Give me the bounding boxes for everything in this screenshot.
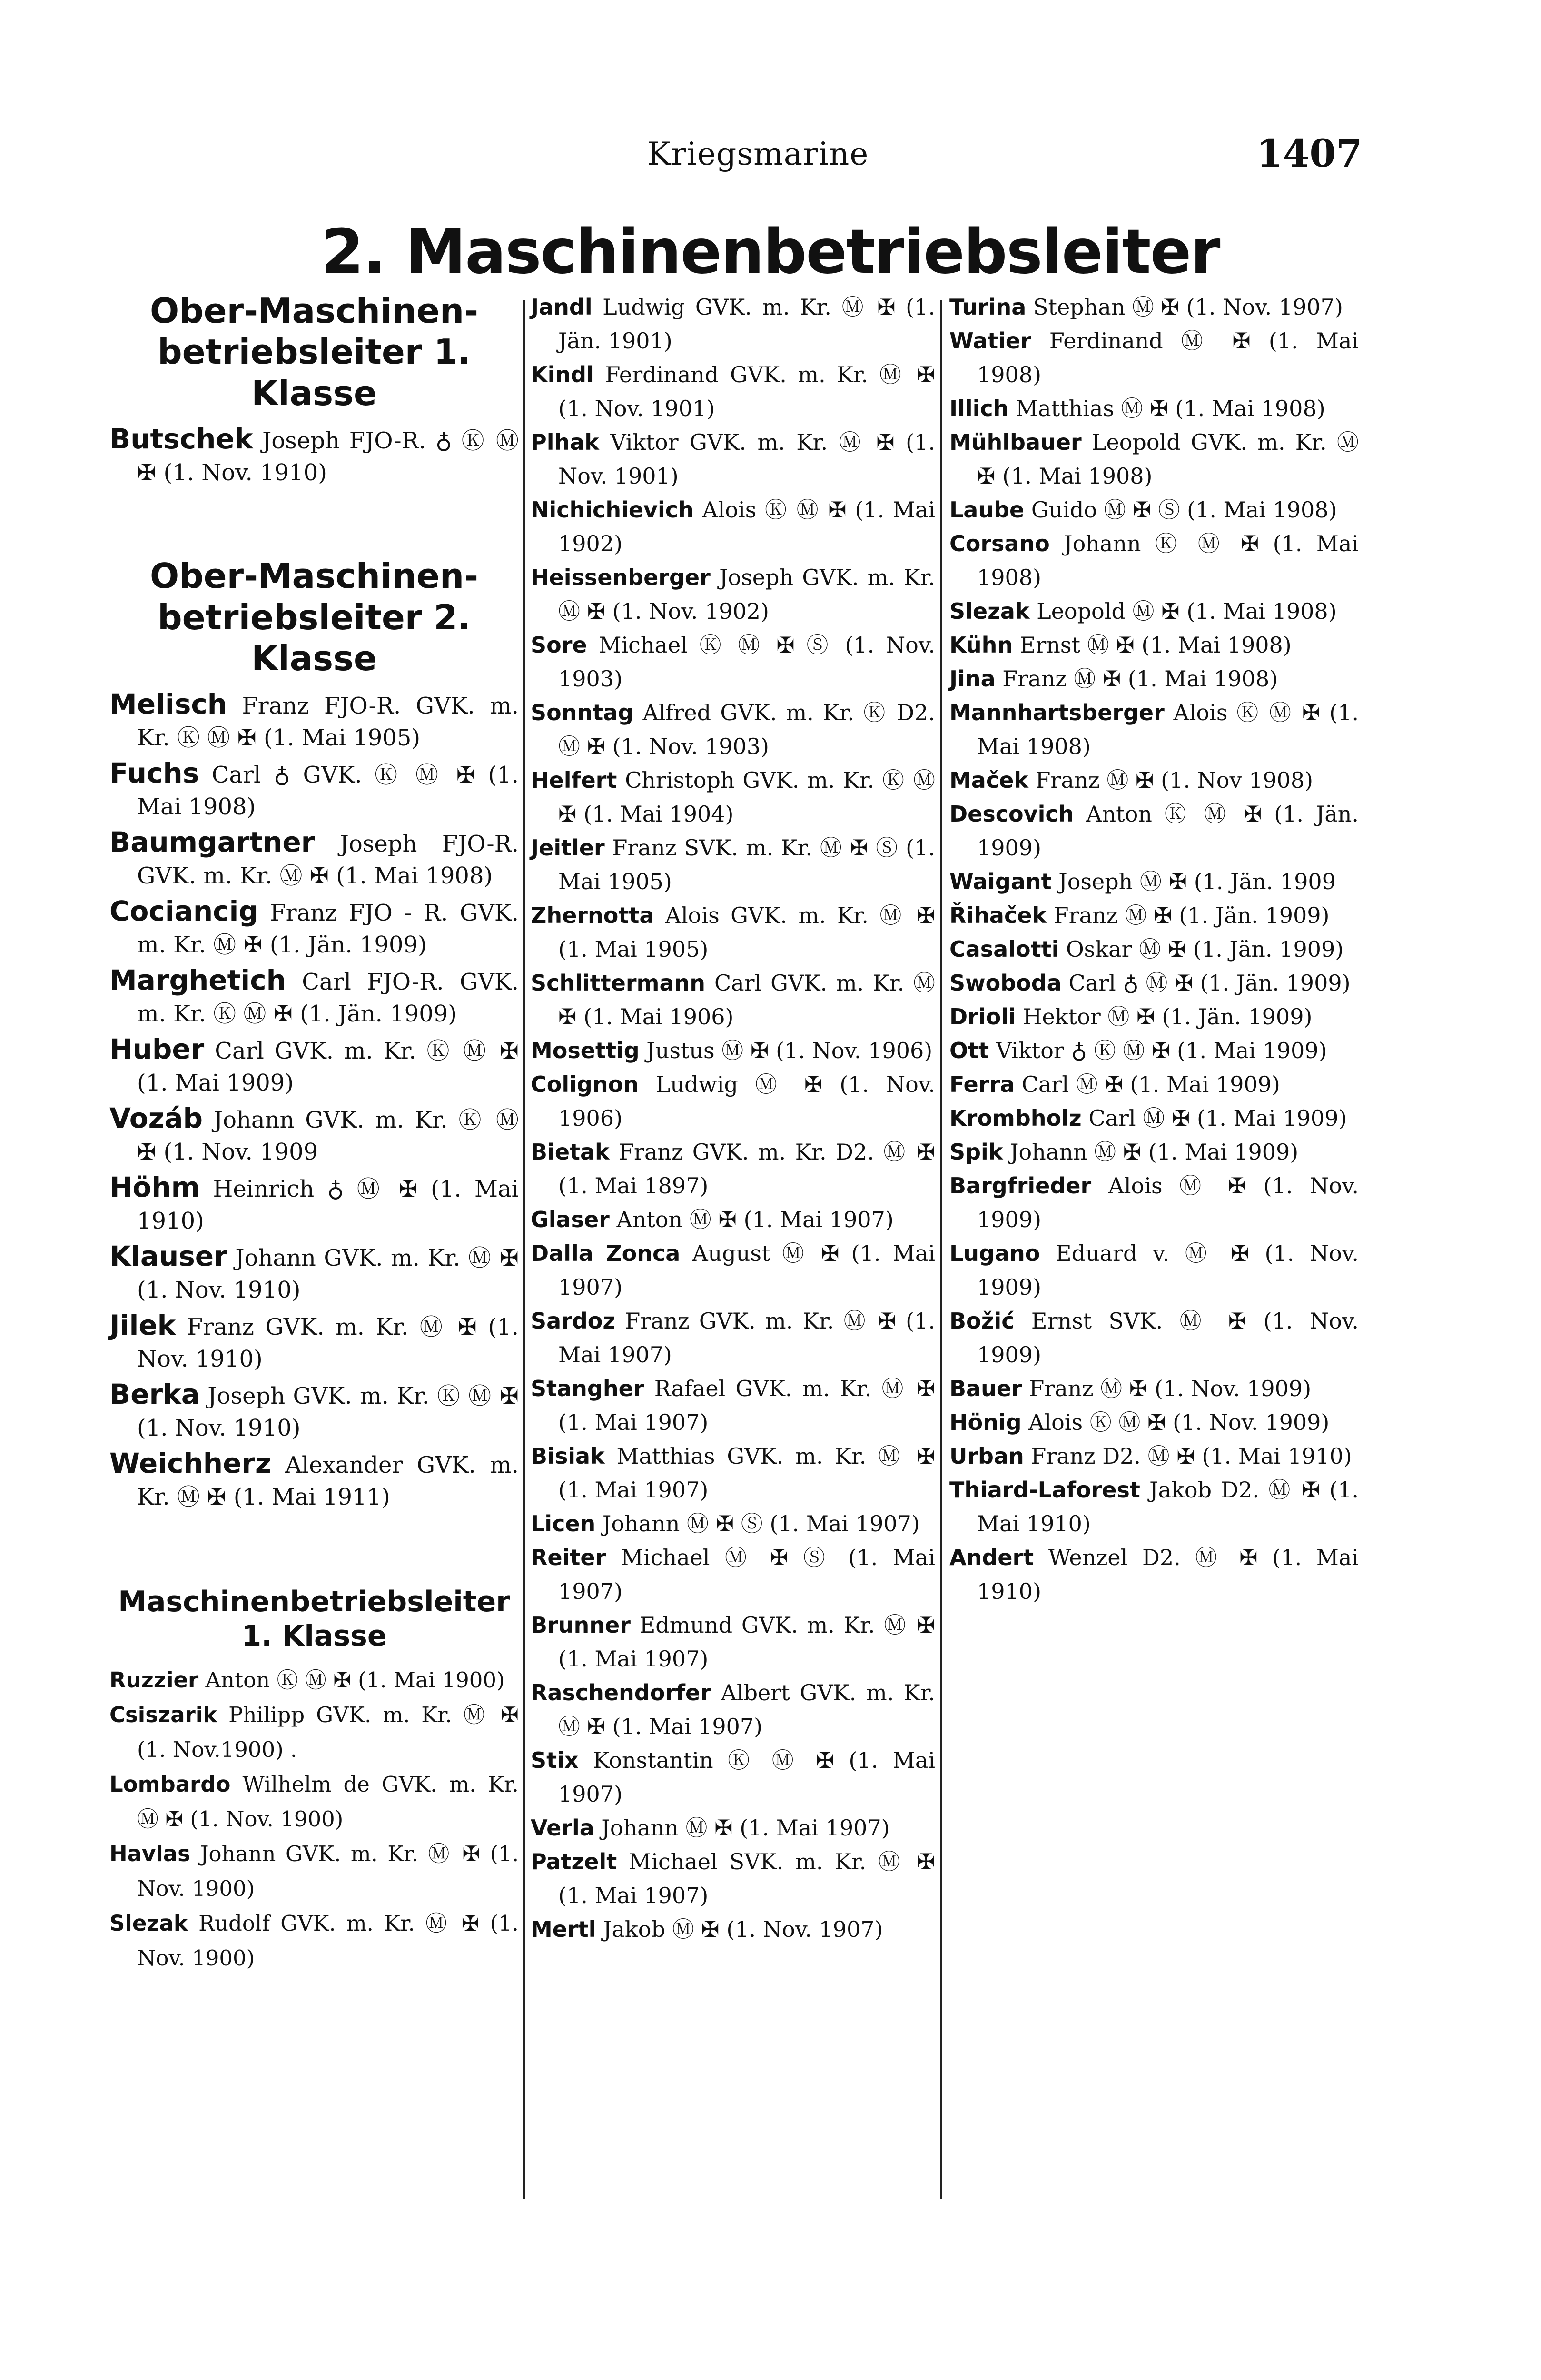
list-item [949, 1406, 1359, 1439]
list-item [531, 1811, 935, 1845]
entry-text: Edmund GVK. m. Kr. Ⓜ ✠ (1. Mai 1907) [558, 1612, 935, 1672]
entry-name: Licen [531, 1511, 596, 1537]
entry-text: Franz Ⓜ ✠ (1. Jän. 1909) [1053, 902, 1330, 928]
list-item [949, 1101, 1359, 1135]
entry-text: Anton Ⓚ Ⓜ ✠ (1. Jän. 1909) [977, 801, 1359, 861]
entry-text: Alfred GVK. m. Kr. Ⓚ D2. Ⓜ ✠ (1. Nov. 1903) [558, 700, 935, 759]
list-item [531, 426, 935, 493]
list-item [109, 1836, 519, 1906]
entry-list [109, 1663, 519, 1975]
entry-name: Raschendorfer [531, 1680, 711, 1706]
list-item [949, 426, 1359, 493]
list-item [109, 895, 519, 961]
entry-text: Carl FJO-R. GVK. m. Kr. Ⓚ Ⓜ ✠ (1. Jän. 1909) [137, 969, 519, 1028]
list-item [531, 1507, 935, 1541]
list-item [531, 1237, 935, 1304]
entry-text: Eduard v. Ⓜ ✠ (1. Nov. 1909) [977, 1240, 1359, 1300]
entry-name: Sardoz [531, 1308, 616, 1334]
list-item [109, 1102, 519, 1168]
entry-text: Ferdinand Ⓜ ✠ (1. Mai 1908) [977, 328, 1359, 387]
list-item [949, 1541, 1359, 1608]
entry-text: Ferdinand GVK. m. Kr. Ⓜ ✠ (1. Nov. 1901) [558, 362, 935, 421]
entry-name: Patzelt [531, 1849, 617, 1874]
entry-text: Matthias GVK. m. Kr. Ⓜ ✠ (1. Mai 1907) [558, 1443, 936, 1503]
entry-text: Alexander GVK. m. Kr. Ⓜ ✠ (1. Mai 1911) [137, 1452, 519, 1511]
list-item [531, 1608, 935, 1676]
list-item [531, 628, 935, 696]
list-item [531, 493, 935, 561]
page-title: 2. Maschinenbetriebsleiter [321, 217, 1220, 288]
entry-list [109, 423, 519, 489]
entry-text: Alois Ⓚ Ⓜ ✠ (1. Nov. 1909) [1028, 1409, 1330, 1435]
section-heading-line: betriebsleiter 1. Klasse [158, 332, 471, 413]
entry-name: Řihaček [949, 902, 1047, 928]
list-item [109, 1767, 519, 1836]
entry-text: Johann Ⓚ Ⓜ ✠ (1. Mai 1908) [977, 531, 1359, 590]
entry-name: Mannhartsberger [949, 700, 1165, 725]
list-item [531, 1304, 935, 1372]
list-item [949, 1034, 1359, 1068]
entry-text: Alois GVK. m. Kr. Ⓜ ✠ (1. Mai 1905) [558, 902, 936, 962]
section-heading-line: betriebsleiter 2. Klasse [158, 597, 471, 678]
entry-name: Drioli [949, 1004, 1016, 1030]
entry-text: Leopold GVK. m. Kr. Ⓜ ✠ (1. Mai 1908) [977, 429, 1359, 489]
list-item [531, 358, 935, 426]
entry-list [109, 688, 519, 1513]
entry-name: Dalla Zonca [531, 1240, 681, 1266]
entry-text: Michael SVK. m. Kr. Ⓜ ✠ (1. Mai 1907) [558, 1849, 935, 1908]
entry-name: Weichherz [109, 1447, 271, 1480]
list-item [109, 757, 519, 823]
entry-text: Johann Ⓜ ✠ (1. Mai 1907) [601, 1815, 890, 1841]
running-head: Kriegsmarine [647, 136, 869, 172]
list-item [949, 595, 1359, 628]
list-item [109, 1171, 519, 1237]
list-item [531, 1068, 935, 1135]
entry-text: Carl GVK. m. Kr. Ⓚ Ⓜ ✠ (1. Mai 1909) [137, 1038, 519, 1097]
column-1 [109, 290, 519, 1975]
entry-text: Franz D2. Ⓜ ✠ (1. Mai 1910) [1031, 1443, 1352, 1469]
entry-text: Franz SVK. m. Kr. Ⓜ ✠ Ⓢ (1. Mai 1905) [558, 835, 936, 894]
section-heading [109, 1585, 519, 1653]
list-item [949, 1372, 1359, 1406]
entry-name: Fuchs [109, 757, 199, 790]
list-item [949, 696, 1359, 764]
list-item [109, 688, 519, 754]
list-item [949, 865, 1359, 899]
list-item [531, 1744, 935, 1811]
list-item [949, 764, 1359, 797]
entry-text: Franz Ⓜ ✠ (1. Mai 1908) [1002, 666, 1278, 692]
entry-text: Stephan Ⓜ ✠ (1. Nov. 1907) [1033, 294, 1343, 320]
list-item [109, 1663, 519, 1697]
entry-text: Anton Ⓚ Ⓜ ✠ (1. Mai 1900) [205, 1667, 505, 1693]
list-item [531, 764, 935, 831]
list-item [531, 561, 935, 628]
list-item [531, 1541, 935, 1608]
list-item [949, 392, 1359, 426]
entry-text: Franz GVK. m. Kr. Ⓜ ✠ (1. Mai 1907) [558, 1308, 936, 1368]
entry-text: Justus Ⓜ ✠ (1. Nov. 1906) [646, 1038, 933, 1063]
entry-name: Waigant [949, 869, 1052, 894]
list-item [949, 1068, 1359, 1101]
entry-text: Albert GVK. m. Kr. Ⓜ ✠ (1. Mai 1907) [558, 1680, 936, 1739]
entry-name: Csiszarik [109, 1702, 217, 1728]
list-item [531, 899, 935, 966]
entry-name: Swoboda [949, 970, 1062, 996]
list-item [949, 899, 1359, 932]
entry-text: Carl ♁ GVK. Ⓚ Ⓜ ✠ (1. Mai 1908) [137, 762, 519, 821]
entry-name: Heissenberger [531, 565, 711, 590]
entry-name: Marghetich [109, 964, 286, 997]
entry-name: Spik [949, 1139, 1003, 1165]
entry-text: Philipp GVK. m. Kr. Ⓜ ✠ (1. Nov.1900) . [137, 1702, 519, 1763]
list-item [109, 1448, 519, 1513]
entry-text: Christoph GVK. m. Kr. Ⓚ Ⓜ ✠ (1. Mai 1904) [558, 767, 936, 827]
entry-name: Stix [531, 1747, 579, 1773]
entry-name: Hönig [949, 1409, 1022, 1435]
list-item [949, 628, 1359, 662]
list-item [949, 797, 1359, 865]
entry-name: Cociancig [109, 895, 258, 928]
section-heading-line: Ober-Maschinen- [150, 291, 478, 331]
column-2 [531, 290, 935, 1946]
entry-name: Bauer [949, 1376, 1022, 1401]
entry-name: Havlas [109, 1841, 190, 1867]
entry-name: Nichichievich [531, 497, 694, 523]
entry-text: Joseph FJO-R. GVK. m. Kr. Ⓜ ✠ (1. Mai 1908) [137, 831, 519, 890]
entry-name: Ruzzier [109, 1667, 199, 1693]
entry-name: Bietak [531, 1139, 610, 1165]
entry-name: Reiter [531, 1545, 606, 1570]
entry-name: Helfert [531, 767, 617, 793]
entry-text: Ernst Ⓜ ✠ (1. Mai 1908) [1019, 632, 1292, 658]
entry-name: Stangher [531, 1376, 644, 1401]
section-heading [109, 555, 519, 679]
entry-name: Schlittermann [531, 970, 706, 996]
entry-text: Hektor Ⓜ ✠ (1. Jän. 1909) [1023, 1004, 1313, 1030]
list-item [949, 1000, 1359, 1034]
entry-name: Kühn [949, 632, 1013, 658]
list-item [109, 1033, 519, 1099]
entry-name: Vozáb [109, 1102, 203, 1135]
list-item [531, 1676, 935, 1744]
entry-name: Lombardo [109, 1772, 231, 1797]
entry-text: Johann GVK. m. Kr. Ⓚ Ⓜ ✠ (1. Nov. 1909 [137, 1107, 519, 1166]
entry-name: Brunner [531, 1612, 631, 1638]
entry-name: Baumgartner [109, 826, 315, 859]
entry-text: Michael Ⓜ ✠ Ⓢ (1. Mai 1907) [558, 1545, 935, 1604]
entry-text: Anton Ⓜ ✠ (1. Mai 1907) [616, 1207, 894, 1232]
list-item [531, 966, 935, 1034]
entry-name: Casalotti [949, 936, 1059, 962]
entry-name: Illich [949, 396, 1009, 421]
entry-list [949, 290, 1359, 1608]
entry-text: Leopold Ⓜ ✠ (1. Mai 1908) [1037, 598, 1337, 624]
entry-text: Alois Ⓚ Ⓜ ✠ (1. Mai 1908) [977, 700, 1359, 759]
list-item [531, 1845, 935, 1913]
section-heading [109, 290, 519, 414]
entry-name: Slezak [109, 1911, 188, 1936]
list-item [949, 290, 1359, 324]
entry-name: Jilek [109, 1309, 176, 1342]
list-item [949, 1169, 1359, 1237]
list-item [949, 493, 1359, 527]
list-item [531, 1913, 935, 1946]
entry-text: Wenzel D2. Ⓜ ✠ (1. Mai 1910) [977, 1545, 1359, 1604]
entry-text: Joseph GVK. m. Kr. Ⓜ ✠ (1. Nov. 1902) [558, 565, 935, 624]
entry-name: Klauser [109, 1240, 227, 1273]
section-heading-line: Ober-Maschinen- [150, 556, 478, 596]
entry-text: Carl Ⓜ ✠ (1. Mai 1909) [1021, 1071, 1280, 1097]
entry-name: Mosettig [531, 1038, 640, 1063]
list-item [531, 1034, 935, 1068]
entry-text: Jakob Ⓜ ✠ (1. Nov. 1907) [603, 1916, 883, 1942]
entry-name: Butschek [109, 423, 253, 456]
section-heading-line: 1. Klasse [241, 1619, 387, 1653]
entry-text: Johann Ⓜ ✠ Ⓢ (1. Mai 1907) [602, 1511, 920, 1537]
list-item [949, 324, 1359, 392]
entry-text: Viktor ♁ Ⓚ Ⓜ ✠ (1. Mai 1909) [996, 1038, 1327, 1063]
list-item [109, 423, 519, 489]
entry-text: Franz Ⓜ ✠ (1. Nov 1908) [1035, 767, 1314, 793]
entry-name: Thiard-Laforest [949, 1477, 1140, 1503]
entry-text: Konstantin Ⓚ Ⓜ ✠ (1. Mai 1907) [558, 1747, 935, 1807]
entry-name: Glaser [531, 1207, 610, 1232]
entry-name: Laube [949, 497, 1025, 523]
entry-text: Johann GVK. m. Kr. Ⓜ ✠ (1. Nov. 1900) [137, 1841, 519, 1902]
entry-text: Heinrich ♁ Ⓜ ✠ (1. Mai 1910) [137, 1176, 519, 1235]
entry-name: Mertl [531, 1916, 596, 1942]
entry-text: Ludwig GVK. m. Kr. Ⓜ ✠ (1. Jän. 1901) [558, 294, 935, 354]
column-3 [949, 290, 1359, 1608]
page-number: 1407 [1256, 131, 1363, 176]
entry-text: Joseph FJO-R. ♁ Ⓚ Ⓜ ✠ (1. Nov. 1910) [137, 427, 519, 486]
entry-list [531, 290, 935, 1946]
list-item [109, 964, 519, 1030]
entry-text: Carl Ⓜ ✠ (1. Mai 1909) [1088, 1105, 1347, 1131]
entry-text: Viktor GVK. m. Kr. Ⓜ ✠ (1. Nov. 1901) [558, 429, 935, 489]
entry-text: Franz Ⓜ ✠ (1. Nov. 1909) [1029, 1376, 1312, 1401]
entry-name: Watier [949, 328, 1031, 354]
entry-text: Ludwig Ⓜ ✠ (1. Nov. 1906) [558, 1071, 935, 1131]
entry-name: Sore [531, 632, 587, 658]
entry-name: Bargfrieder [949, 1173, 1092, 1199]
entry-name: Jandl [531, 294, 593, 320]
entry-text: Franz GVK. m. Kr. Ⓜ ✠ (1. Nov. 1910) [137, 1314, 519, 1373]
entry-name: Turina [949, 294, 1027, 320]
list-item [109, 1309, 519, 1375]
entry-text: Matthias Ⓜ ✠ (1. Mai 1908) [1016, 396, 1325, 421]
list-item [109, 1697, 519, 1767]
entry-name: Zhernotta [531, 902, 654, 928]
entry-text: Franz GVK. m. Kr. D2. Ⓜ ✠ (1. Mai 1897) [558, 1139, 935, 1199]
entry-name: Plhak [531, 429, 599, 455]
list-item [949, 966, 1359, 1000]
list-item [531, 1135, 935, 1203]
column-divider [940, 300, 942, 2199]
entry-name: Mühlbauer [949, 429, 1082, 455]
list-item [531, 1372, 935, 1439]
entry-name: Ott [949, 1038, 989, 1063]
list-item [949, 662, 1359, 696]
entry-text: Jakob D2. Ⓜ ✠ (1. Mai 1910) [977, 1477, 1359, 1537]
entry-text: Ernst SVK. Ⓜ ✠ (1. Nov. 1909) [977, 1308, 1359, 1368]
list-item [531, 1203, 935, 1237]
list-item [109, 1378, 519, 1444]
entry-text: August Ⓜ ✠ (1. Mai 1907) [558, 1240, 935, 1300]
entry-text: Rafael GVK. m. Kr. Ⓜ ✠ (1. Mai 1907) [558, 1376, 936, 1435]
entry-name: Descovich [949, 801, 1074, 827]
entry-text: Johann Ⓜ ✠ (1. Mai 1909) [1010, 1139, 1299, 1165]
list-item [949, 1135, 1359, 1169]
entry-name: Lugano [949, 1240, 1040, 1266]
entry-text: Franz FJO - R. GVK. m. Kr. Ⓜ ✠ (1. Jän. 1909) [137, 900, 519, 959]
section-heading-line: Maschinenbetriebsleiter [118, 1585, 510, 1619]
entry-name: Jeitler [531, 835, 605, 861]
list-item [109, 826, 519, 892]
entry-text: Johann GVK. m. Kr. Ⓜ ✠ (1. Nov. 1910) [137, 1245, 519, 1304]
entry-name: Krombholz [949, 1105, 1082, 1131]
entry-name: Corsano [949, 531, 1050, 556]
list-item [531, 831, 935, 899]
list-item [109, 1240, 519, 1306]
entry-name: Verla [531, 1815, 594, 1841]
entry-text: Alois Ⓚ Ⓜ ✠ (1. Mai 1902) [558, 497, 935, 556]
entry-text: Oskar Ⓜ ✠ (1. Jän. 1909) [1066, 936, 1344, 962]
list-item [949, 1304, 1359, 1372]
entry-text: Wilhelm de GVK. m. Kr. Ⓜ ✠ (1. Nov. 1900) [137, 1772, 519, 1832]
entry-name: Maček [949, 767, 1028, 793]
entry-text: Joseph Ⓜ ✠ (1. Jän. 1909 [1058, 869, 1336, 894]
entry-name: Jina [949, 666, 996, 692]
list-item [531, 1439, 935, 1507]
entry-text: Carl ♁ Ⓜ ✠ (1. Jän. 1909) [1068, 970, 1351, 996]
entry-name: Berka [109, 1378, 200, 1411]
entry-name: Slezak [949, 598, 1030, 624]
entry-name: Urban [949, 1443, 1024, 1469]
entry-text: Guido Ⓜ ✠ Ⓢ (1. Mai 1908) [1031, 497, 1337, 523]
entry-text: Michael Ⓚ Ⓜ ✠ Ⓢ (1. Nov. 1903) [558, 632, 935, 692]
list-item [949, 1439, 1359, 1473]
list-item [531, 290, 935, 358]
entry-name: Colignon [531, 1071, 639, 1097]
column-divider [523, 300, 525, 2199]
entry-name: Ferra [949, 1071, 1015, 1097]
list-item [949, 932, 1359, 966]
entry-name: Höhm [109, 1171, 200, 1204]
entry-text: Rudolf GVK. m. Kr. Ⓜ ✠ (1. Nov. 1900) [137, 1911, 519, 1971]
entry-name: Bisiak [531, 1443, 605, 1469]
entry-text: Joseph GVK. m. Kr. Ⓚ Ⓜ ✠ (1. Nov. 1910) [137, 1383, 519, 1442]
entry-text: Alois Ⓜ ✠ (1. Nov. 1909) [977, 1173, 1359, 1232]
entry-name: Sonntag [531, 700, 634, 725]
entry-name: Melisch [109, 688, 227, 721]
list-item [949, 1473, 1359, 1541]
page-header [0, 126, 1541, 178]
list-item [949, 527, 1359, 595]
entry-name: Andert [949, 1545, 1034, 1570]
entry-text: Carl GVK. m. Kr. Ⓜ ✠ (1. Mai 1906) [558, 970, 936, 1030]
entry-name: Božić [949, 1308, 1015, 1334]
entry-name: Kindl [531, 362, 594, 387]
list-item [949, 1237, 1359, 1304]
entry-name: Huber [109, 1033, 205, 1066]
list-item [531, 696, 935, 764]
entry-text: Franz FJO-R. GVK. m. Kr. Ⓚ Ⓜ ✠ (1. Mai 1905) [137, 693, 519, 752]
list-item [109, 1906, 519, 1975]
